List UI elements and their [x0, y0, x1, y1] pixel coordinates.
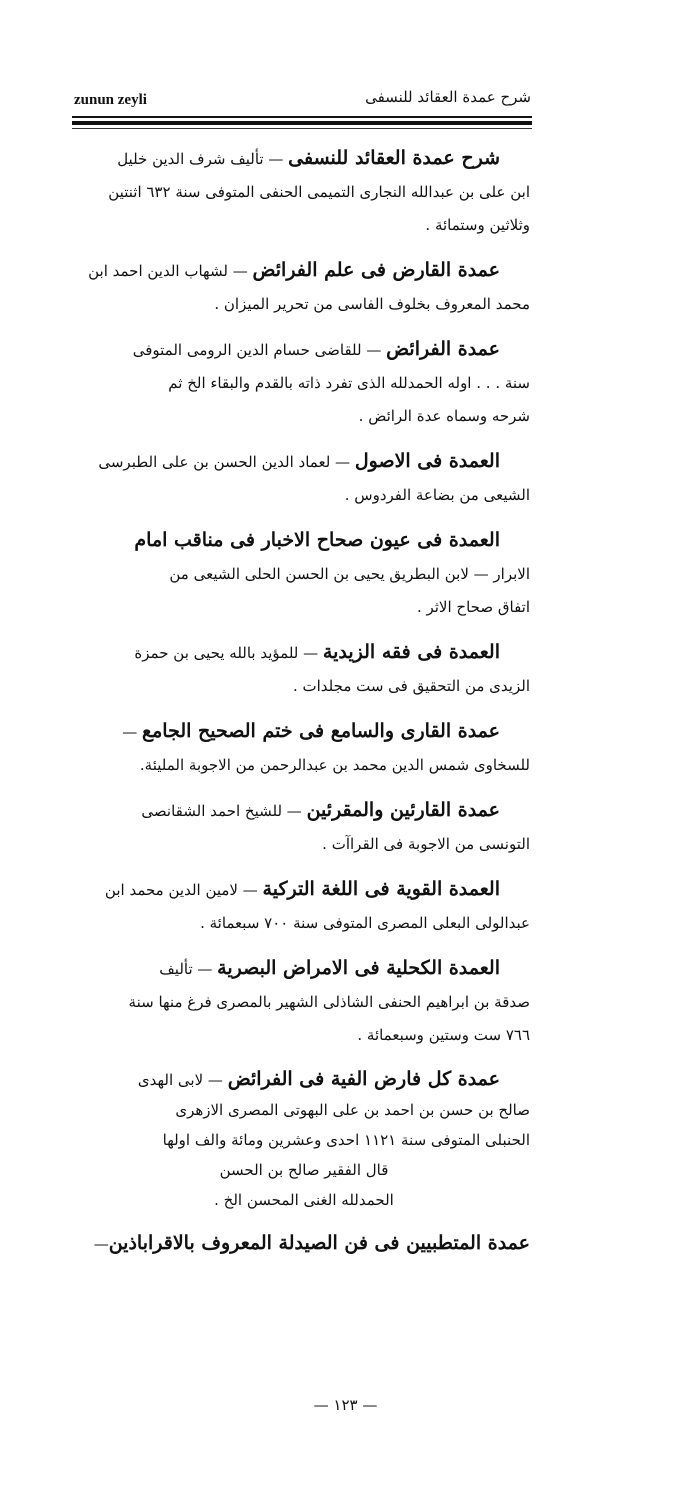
entry: [78, 254, 530, 321]
entry-text: — تأليف شرف الدين خليل: [117, 150, 289, 168]
entry: [78, 952, 530, 1052]
entry-title: عمدة القارى والسامع فى ختم الصحيح الجامع: [142, 720, 500, 742]
entry-title: العمدة فى عيون صحاح الاخبار فى مناقب امام: [134, 529, 500, 551]
entry: [78, 873, 530, 940]
header-rule-hairline: [72, 128, 532, 129]
entry-title: شرح عمدة العقائد للنسفى: [288, 147, 500, 169]
entry-text: عبدالولى البعلى المصرى المتوفى سنة ٧٠٠ سبعمائة .: [200, 914, 530, 932]
entry-text: التونسى من الاجوبة فى القراآت .: [322, 835, 530, 853]
running-header-right: شرح عمدة العقائد للنسفى: [365, 88, 531, 106]
entry-text: — للشيخ احمد الشقانصى: [141, 802, 307, 820]
entry-text: سنة . . . اوله الحمدلله الذى تفرد ذاته بالقدم والبقاء الخ ثم: [168, 374, 530, 392]
page-number: — ١٢٣ —: [313, 1396, 378, 1414]
entry-text: الزيدى من التحقيق فى ست مجلدات .: [292, 677, 530, 695]
entry-title: عمدة الفرائض: [386, 338, 500, 360]
entry-title: عمدة القارض فى علم الفرائض: [252, 259, 500, 281]
entry-text: —: [93, 1235, 109, 1253]
entry-text: ٧٦٦ ست وستين وسبعمائة .: [357, 1026, 530, 1044]
entry: [78, 1064, 530, 1215]
entry-title: العمدة القوية فى اللغة التركية: [262, 878, 500, 900]
entry: [78, 715, 530, 782]
header-rule-thick: [72, 121, 532, 125]
entry-text: ابن على بن عبدالله النجارى التميمى الحنفى المتوفى سنة ٦٣٢ اثنتين: [108, 183, 530, 201]
entry: [78, 333, 530, 433]
entry-text: وثلاثين وستمائة .: [425, 216, 530, 234]
entry-title: العمدة فى الاصول: [354, 450, 500, 472]
entry-text: — لعماد الدين الحسن بن على الطبرسى: [98, 453, 355, 471]
entry-text: للسخاوى شمس الدين محمد بن عبدالرحمن من الاجوبة المليئة.: [139, 756, 530, 774]
entry-text: — لامين الدين محمد ابن: [104, 881, 263, 899]
entry-text: صالح بن حسن بن احمد بن على البهوتى المصرى الازهرى: [175, 1101, 530, 1119]
entry-title: العمدة الكحلية فى الامراض البصرية: [217, 957, 500, 979]
entry-text: الحنبلى المتوفى سنة ١١٢١ احدى وعشرين ومائة والف اولها: [162, 1131, 530, 1149]
entry-text: شرحه وسماه عدة الرائض .: [358, 407, 530, 425]
entry-text: الحمدلله الغنى المحسن الخ .: [214, 1191, 394, 1209]
entry-text: — لشهاب الدين احمد ابن: [88, 262, 253, 280]
entry-text: صدقة بن ابراهيم الحنفى الشاذلى الشهير بالمصرى فرغ منها سنة: [128, 993, 530, 1011]
entry-text: الابرار — لابن البطريق يحيى بن الحسن الحلى الشيعى من: [169, 565, 530, 583]
entry-text: — لابى الهدى: [137, 1071, 228, 1089]
entry: [78, 445, 530, 512]
entries-column: [78, 142, 530, 1273]
entry-text: محمد المعروف بخلوف الفاسى من تحرير الميزان .: [214, 295, 530, 313]
entry-text: — للمؤيد بالله يحيى بن حمزة: [134, 644, 323, 662]
entry: [78, 1227, 530, 1261]
entry: [78, 636, 530, 703]
entry: [78, 142, 530, 242]
entry-title: عمدة المتطبيين فى فن الصيدلة المعروف بالاقراباذين: [108, 1232, 530, 1254]
entry-text: —: [122, 723, 142, 741]
entry-text: قال الفقير صالح بن الحسن: [219, 1161, 389, 1179]
entry-title: عمدة القارئين والمقرئين: [306, 799, 500, 821]
header-rule-thin: [72, 116, 532, 118]
running-header-left: zunun zeyli: [74, 92, 147, 108]
entry-text: — للقاضى حسام الدين الرومى المتوفى: [132, 341, 387, 359]
entry-text: اتفاق صحاح الاثر .: [416, 598, 530, 616]
entry: [78, 524, 530, 624]
entry: [78, 794, 530, 861]
entry-text: الشيعى من بضاعة الفردوس .: [344, 486, 530, 504]
entry-title: العمدة فى فقه الزيدية: [322, 641, 500, 663]
entry-title: عمدة كل فارض الفية فى الفرائض: [227, 1068, 500, 1090]
entry-text: — تأليف: [159, 960, 218, 978]
